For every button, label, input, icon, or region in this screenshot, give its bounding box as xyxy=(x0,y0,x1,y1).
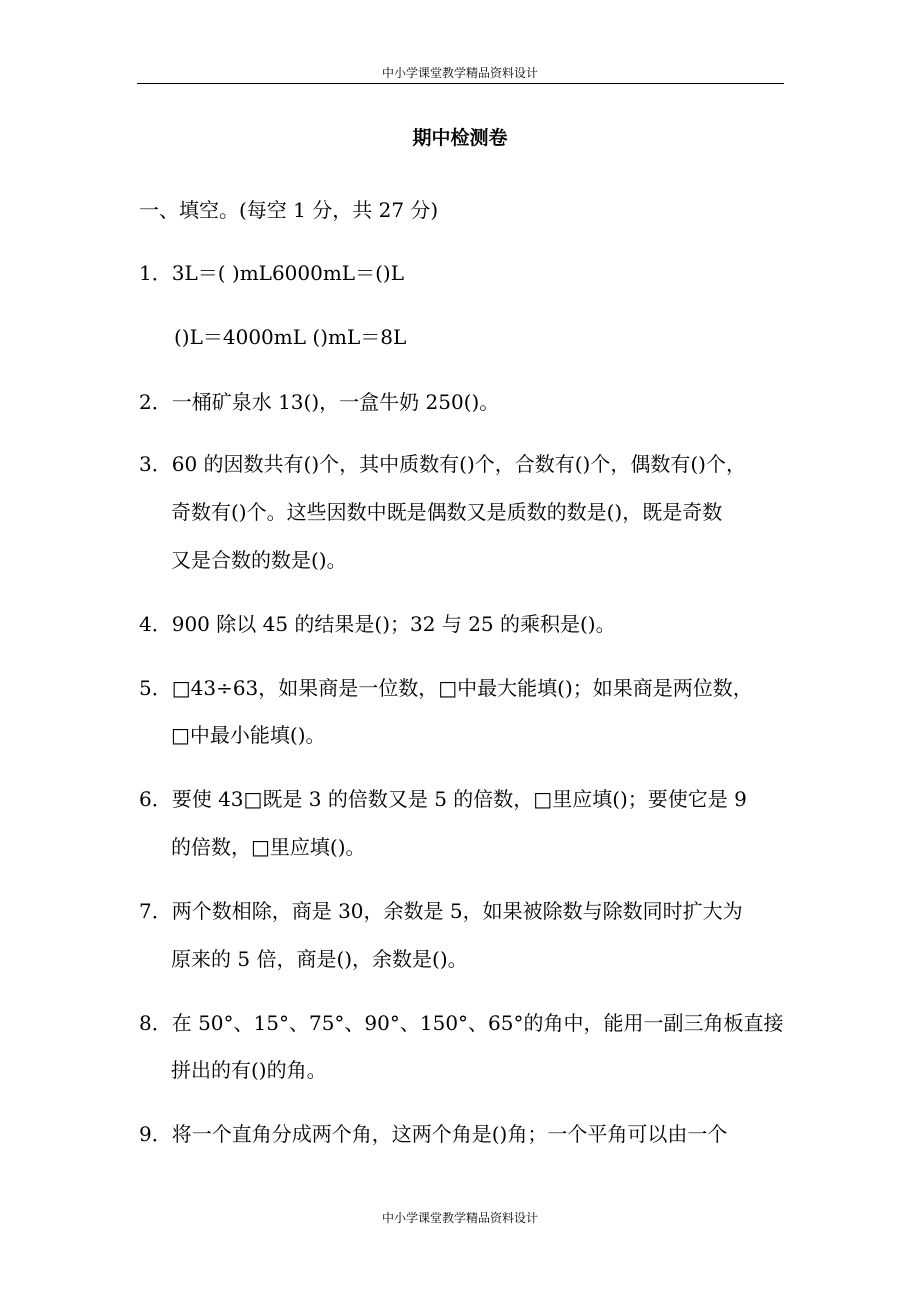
question-5-line-1: 5．□43÷63，如果商是一位数，□中最大能填()；如果商是两位数， xyxy=(139,676,753,700)
question-7-line-2: 原来的 5 倍，商是()，余数是()。 xyxy=(171,947,468,971)
question-5-line-2: □中最小能填()。 xyxy=(171,723,326,747)
question-8-line-2: 拼出的有()的角。 xyxy=(171,1058,327,1082)
question-3-line-2: 奇数有()个。这些因数中既是偶数又是质数的数是()，既是奇数 xyxy=(171,500,723,524)
question-9-line-1: 9．将一个直角分成两个角，这两个角是()角；一个平角可以由一个 xyxy=(139,1122,728,1146)
question-6-line-1: 6．要使 43□既是 3 的倍数又是 5 的倍数，□里应填()；要使它是 9 xyxy=(139,787,747,811)
header-divider xyxy=(137,83,784,84)
header-text: 中小学课堂教学精品资料设计 xyxy=(381,66,538,80)
question-6-line-2: 的倍数，□里应填()。 xyxy=(171,835,366,859)
question-1-line-2: ()L＝4000mL ()mL＝8L xyxy=(174,325,407,349)
section-heading: 一、填空。(每空 1 分，共 27 分) xyxy=(139,198,439,222)
question-7-line-1: 7．两个数相除，商是 30，余数是 5，如果被除数与除数同时扩大为 xyxy=(139,899,743,923)
question-1-line-1: 1．3L＝( )mL6000mL＝()L xyxy=(139,261,404,285)
question-3-line-1: 3．60 的因数共有()个，其中质数有()个，合数有()个，偶数有()个， xyxy=(139,452,746,476)
question-2: 2．一桶矿泉水 13()，一盒牛奶 250()。 xyxy=(139,390,500,414)
question-4: 4．900 除以 45 的结果是()；32 与 25 的乘积是()。 xyxy=(139,612,616,636)
question-8-line-1: 8．在 50°、15°、75°、90°、150°、65°的角中，能用一副三角板直接 xyxy=(139,1011,784,1035)
question-3-line-3: 又是合数的数是()。 xyxy=(171,548,347,572)
page-title: 期中检测卷 xyxy=(412,127,508,149)
page-footer: 中小学课堂教学精品资料设计 xyxy=(381,1211,538,1225)
